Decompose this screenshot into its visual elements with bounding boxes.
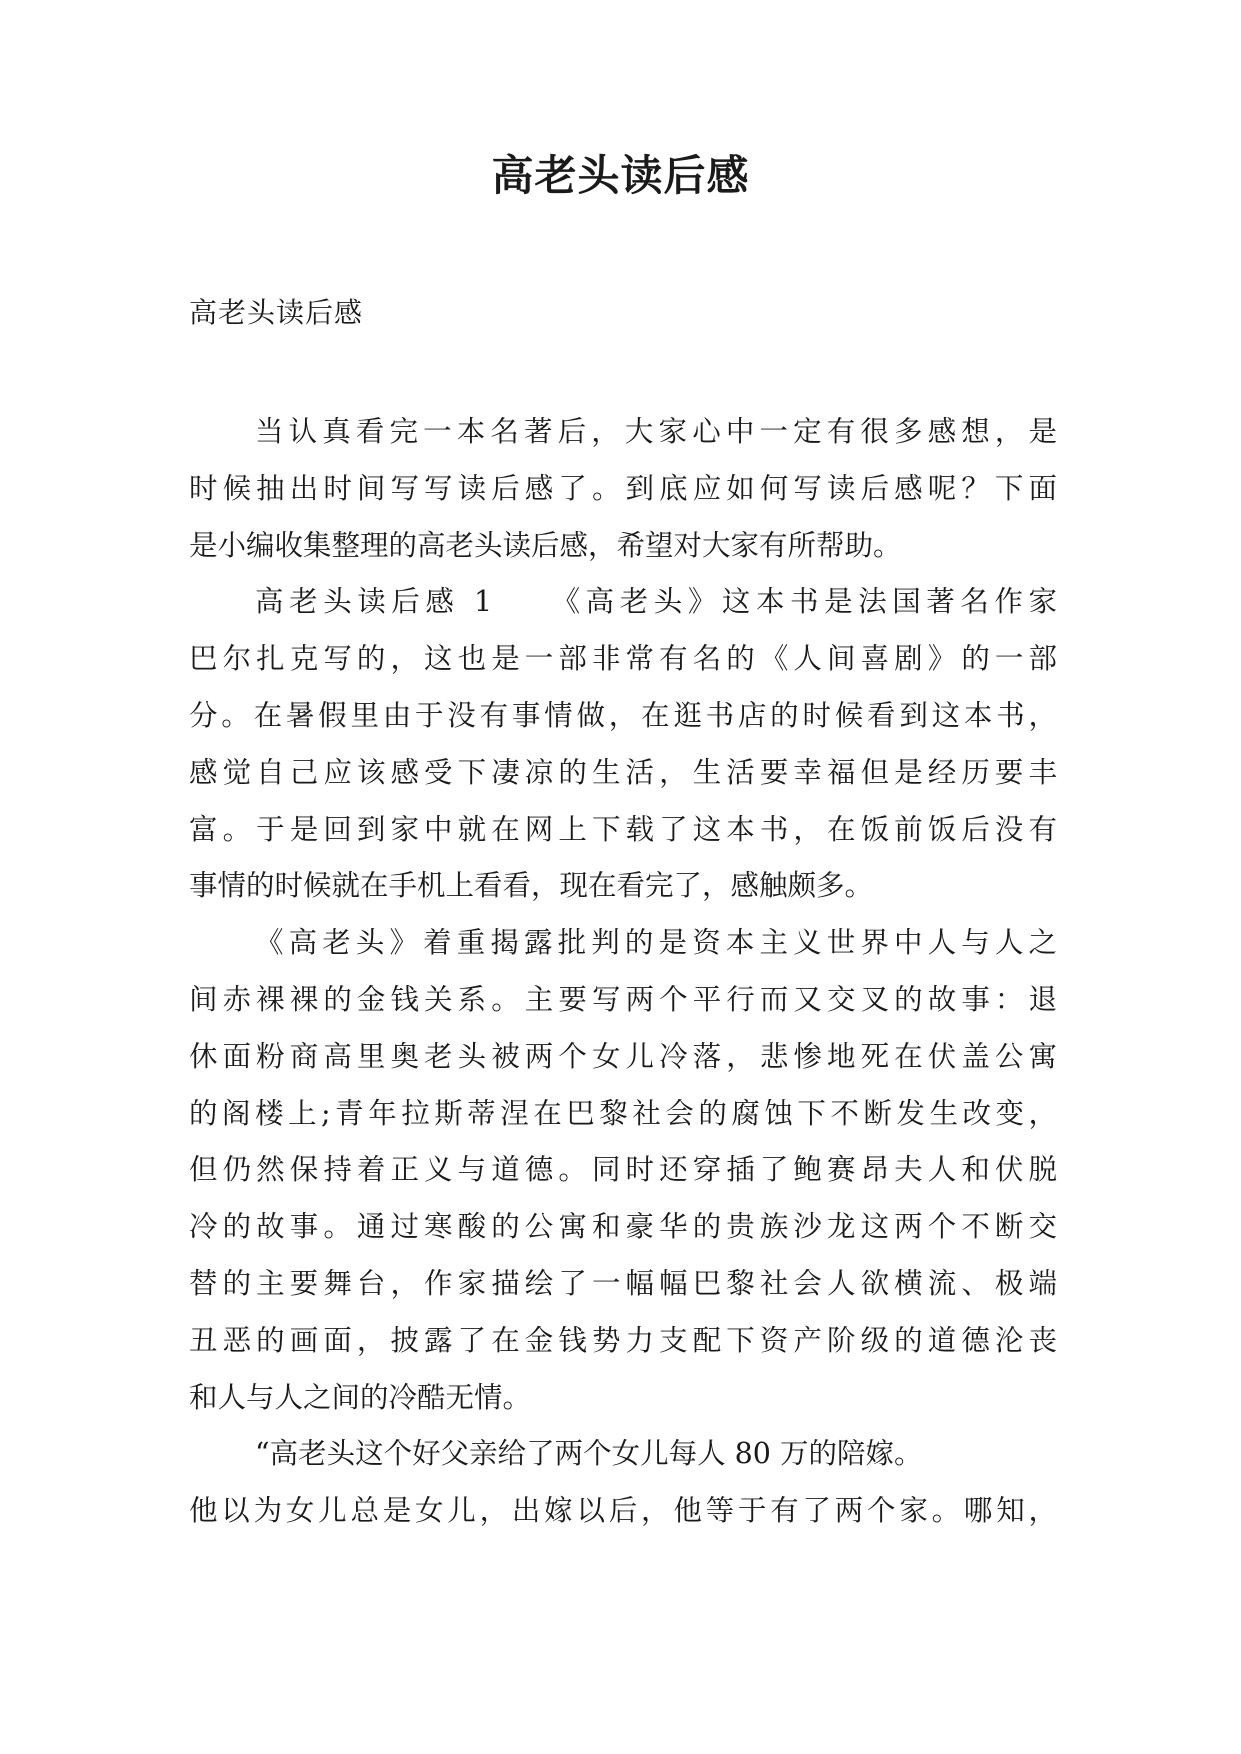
body-line: 时候抽出时间写写读后感了。到底应如何写读后感呢？下面 xyxy=(189,471,1057,505)
body-line: 他以为女儿总是女儿，出嫁以后，他等于有了两个家。哪知， xyxy=(189,1494,1057,1528)
body-line: 富。于是回到家中就在网上下载了这本书，在饭前饭后没有 xyxy=(189,812,1057,846)
body-line: 感觉自己应该感受下凄凉的生活，生活要幸福但是经历要丰 xyxy=(189,755,1057,789)
body-line: 替的主要舞台，作家描绘了一幅幅巴黎社会人欲横流、极端 xyxy=(189,1266,1057,1300)
body-line: 冷的故事。通过寒酸的公寓和豪华的贵族沙龙这两个不断交 xyxy=(189,1210,1057,1244)
document-title: 高老头读后感 xyxy=(491,151,750,200)
body-line: 丑恶的画面，披露了在金钱势力支配下资产阶级的道德沦丧 xyxy=(189,1323,1057,1357)
body-line: 是小编收集整理的高老头读后感，希望对大家有所帮助。 xyxy=(189,528,902,562)
body-line: 巴尔扎克写的，这也是一部非常有名的《人间喜剧》的一部 xyxy=(189,642,1057,676)
document-body xyxy=(189,404,1057,1540)
document-subtitle: 高老头读后感 xyxy=(189,296,364,329)
body-line: 的阁楼上;青年拉斯蒂涅在巴黎社会的腐蚀下不断发生改变， xyxy=(189,1096,1057,1130)
body-line: 当认真看完一本名著后，大家心中一定有很多感想，是 xyxy=(255,415,1057,448)
body-line: 休面粉商高里奥老头被两个女儿冷落，悲惨地死在伏盖公寓 xyxy=(189,1039,1057,1073)
body-line: “高老头这个好父亲给了两个女儿每人 80 万的陪嫁。 xyxy=(255,1437,923,1471)
body-line: 分。在暑假里由于没有事情做，在逛书店的时候看到这本书， xyxy=(189,698,1057,732)
body-line: 间赤裸裸的金钱关系。主要写两个平行而又交叉的故事：退 xyxy=(189,982,1057,1016)
body-line: 但仍然保持着正义与道德。同时还穿插了鲍赛昂夫人和伏脱 xyxy=(189,1153,1057,1187)
body-line: 和人与人之间的冷酷无情。 xyxy=(189,1380,532,1414)
body-line: 事情的时候就在手机上看看，现在看完了，感触颇多。 xyxy=(189,869,874,903)
body-line: 高老头读后感 1 《高老头》这本书是法国著名作家 xyxy=(255,585,1057,619)
body-line: 《高老头》着重揭露批判的是资本主义世界中人与人之 xyxy=(255,926,1057,960)
